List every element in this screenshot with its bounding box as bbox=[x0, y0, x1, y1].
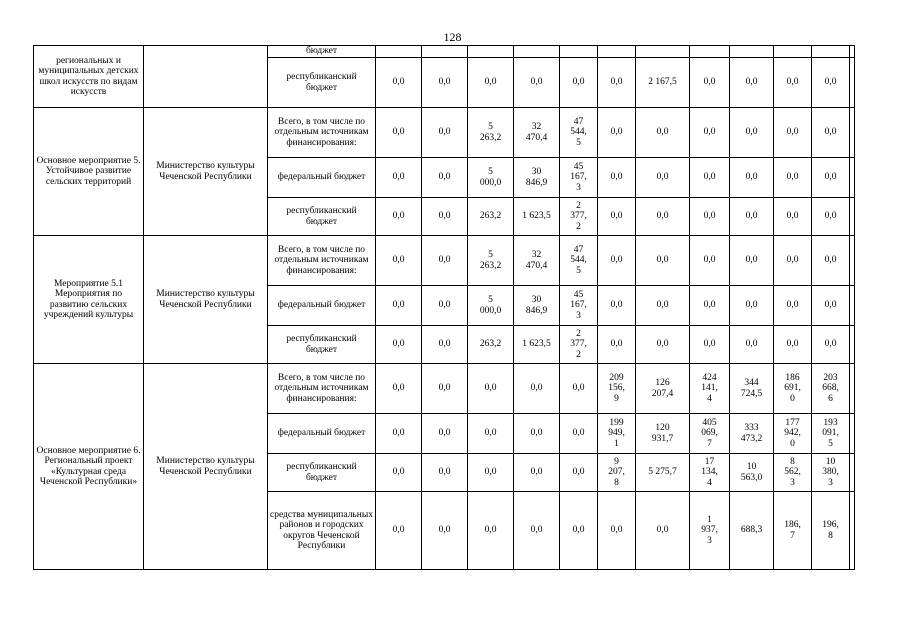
value-cell: 0,0 bbox=[812, 58, 850, 108]
value-cell bbox=[598, 46, 636, 58]
value-cell: 17 134, 4 bbox=[690, 454, 730, 492]
value-cell: 0,0 bbox=[376, 454, 422, 492]
value-cell bbox=[850, 58, 855, 108]
value-cell: 47 544, 5 bbox=[560, 108, 598, 158]
value-cell: 0,0 bbox=[636, 198, 690, 236]
value-cell: 5 275,7 bbox=[636, 454, 690, 492]
value-cell: 0,0 bbox=[812, 286, 850, 326]
value-cell bbox=[730, 46, 774, 58]
value-cell: 0,0 bbox=[514, 58, 560, 108]
value-cell bbox=[850, 492, 855, 570]
value-cell: 186 691, 0 bbox=[774, 364, 812, 414]
value-cell: 0,0 bbox=[636, 108, 690, 158]
value-cell: 0,0 bbox=[730, 158, 774, 198]
value-cell bbox=[850, 364, 855, 414]
value-cell bbox=[850, 46, 855, 58]
value-cell: 0,0 bbox=[376, 326, 422, 364]
value-cell: 10 563,0 bbox=[730, 454, 774, 492]
value-cell: 0,0 bbox=[468, 454, 514, 492]
funding-source: средства муниципальных районов и городских округов Чеченской Республики bbox=[268, 492, 376, 570]
value-cell: 0,0 bbox=[468, 414, 514, 454]
value-cell: 5 263,2 bbox=[468, 108, 514, 158]
value-cell: 0,0 bbox=[376, 286, 422, 326]
value-cell: 199 949, 1 bbox=[598, 414, 636, 454]
value-cell: 0,0 bbox=[598, 326, 636, 364]
value-cell: 203 668, 6 bbox=[812, 364, 850, 414]
value-cell bbox=[376, 46, 422, 58]
measure-name: Мероприятие 5.1 Мероприятия по развитию сельских учреждений культуры bbox=[34, 236, 144, 364]
value-cell: 45 167, 3 bbox=[560, 286, 598, 326]
value-cell: 0,0 bbox=[812, 326, 850, 364]
value-cell: 0,0 bbox=[422, 454, 468, 492]
value-cell: 0,0 bbox=[690, 198, 730, 236]
funding-source: Всего, в том числе по отдельным источникам финансирования: bbox=[268, 236, 376, 286]
value-cell: 120 931,7 bbox=[636, 414, 690, 454]
funding-source: республиканский бюджет bbox=[268, 198, 376, 236]
budget-table bbox=[33, 45, 855, 570]
value-cell: 1 623,5 bbox=[514, 198, 560, 236]
value-cell: 0,0 bbox=[598, 58, 636, 108]
value-cell: 0,0 bbox=[468, 364, 514, 414]
value-cell bbox=[514, 46, 560, 58]
value-cell: 0,0 bbox=[812, 108, 850, 158]
value-cell: 0,0 bbox=[422, 286, 468, 326]
funding-source: республиканский бюджет bbox=[268, 58, 376, 108]
value-cell: 0,0 bbox=[468, 58, 514, 108]
value-cell: 0,0 bbox=[730, 236, 774, 286]
value-cell bbox=[850, 236, 855, 286]
value-cell: 405 069, 7 bbox=[690, 414, 730, 454]
value-cell: 1 937, 3 bbox=[690, 492, 730, 570]
value-cell: 0,0 bbox=[514, 454, 560, 492]
value-cell: 47 544, 5 bbox=[560, 236, 598, 286]
value-cell: 177 942, 0 bbox=[774, 414, 812, 454]
value-cell bbox=[422, 46, 468, 58]
value-cell bbox=[560, 46, 598, 58]
table-row bbox=[34, 46, 855, 58]
value-cell: 0,0 bbox=[774, 58, 812, 108]
value-cell: 0,0 bbox=[422, 364, 468, 414]
value-cell: 263,2 bbox=[468, 326, 514, 364]
value-cell: 0,0 bbox=[598, 286, 636, 326]
value-cell: 0,0 bbox=[376, 414, 422, 454]
value-cell: 0,0 bbox=[468, 492, 514, 570]
value-cell: 0,0 bbox=[730, 326, 774, 364]
value-cell: 0,0 bbox=[730, 108, 774, 158]
value-cell: 0,0 bbox=[560, 364, 598, 414]
value-cell: 32 470,4 bbox=[514, 108, 560, 158]
value-cell: 8 562, 3 bbox=[774, 454, 812, 492]
value-cell: 30 846,9 bbox=[514, 286, 560, 326]
funding-source: федеральный бюджет bbox=[268, 158, 376, 198]
value-cell: 0,0 bbox=[690, 326, 730, 364]
value-cell: 193 091, 5 bbox=[812, 414, 850, 454]
value-cell: 0,0 bbox=[376, 236, 422, 286]
value-cell: 0,0 bbox=[598, 492, 636, 570]
measure-name: Основное мероприятие 5. Устойчивое развитие сельских территорий bbox=[34, 108, 144, 236]
value-cell: 0,0 bbox=[774, 326, 812, 364]
value-cell bbox=[850, 158, 855, 198]
value-cell: 186, 7 bbox=[774, 492, 812, 570]
value-cell: 0,0 bbox=[690, 286, 730, 326]
value-cell: 5 263,2 bbox=[468, 236, 514, 286]
value-cell: 0,0 bbox=[774, 198, 812, 236]
value-cell: 1 623,5 bbox=[514, 326, 560, 364]
value-cell: 2 167,5 bbox=[636, 58, 690, 108]
value-cell: 32 470,4 bbox=[514, 236, 560, 286]
value-cell: 10 380, 3 bbox=[812, 454, 850, 492]
value-cell bbox=[850, 108, 855, 158]
value-cell: 0,0 bbox=[730, 58, 774, 108]
value-cell: 0,0 bbox=[774, 236, 812, 286]
value-cell: 0,0 bbox=[730, 198, 774, 236]
value-cell: 0,0 bbox=[422, 236, 468, 286]
value-cell: 45 167, 3 bbox=[560, 158, 598, 198]
value-cell: 0,0 bbox=[560, 492, 598, 570]
value-cell: 5 000,0 bbox=[468, 158, 514, 198]
value-cell: 0,0 bbox=[774, 108, 812, 158]
value-cell: 0,0 bbox=[812, 198, 850, 236]
value-cell: 209 156, 9 bbox=[598, 364, 636, 414]
value-cell bbox=[850, 326, 855, 364]
value-cell: 0,0 bbox=[422, 58, 468, 108]
measure-name: Основное мероприятие 6. Региональный проект «Культурная среда Чеченской Республики» bbox=[34, 364, 144, 570]
value-cell: 0,0 bbox=[514, 364, 560, 414]
value-cell bbox=[636, 46, 690, 58]
value-cell: 333 473,2 bbox=[730, 414, 774, 454]
value-cell: 0,0 bbox=[598, 158, 636, 198]
funding-source: республиканский бюджет bbox=[268, 326, 376, 364]
value-cell: 2 377, 2 bbox=[560, 198, 598, 236]
value-cell: 0,0 bbox=[636, 236, 690, 286]
value-cell: 0,0 bbox=[376, 158, 422, 198]
value-cell: 0,0 bbox=[690, 236, 730, 286]
value-cell: 126 207,4 bbox=[636, 364, 690, 414]
value-cell: 0,0 bbox=[376, 58, 422, 108]
value-cell: 0,0 bbox=[376, 492, 422, 570]
value-cell: 0,0 bbox=[560, 414, 598, 454]
value-cell: 0,0 bbox=[422, 108, 468, 158]
value-cell: 0,0 bbox=[376, 198, 422, 236]
funding-source: федеральный бюджет bbox=[268, 414, 376, 454]
measure-name: региональных и муниципальных детских школ искусств по видам искусств bbox=[34, 46, 144, 108]
funding-source: республиканский бюджет bbox=[268, 454, 376, 492]
value-cell: 0,0 bbox=[598, 236, 636, 286]
value-cell bbox=[850, 454, 855, 492]
value-cell: 0,0 bbox=[812, 158, 850, 198]
value-cell: 0,0 bbox=[636, 326, 690, 364]
value-cell: 688,3 bbox=[730, 492, 774, 570]
value-cell: 0,0 bbox=[422, 492, 468, 570]
value-cell: 0,0 bbox=[730, 286, 774, 326]
value-cell: 2 377, 2 bbox=[560, 326, 598, 364]
value-cell: 5 000,0 bbox=[468, 286, 514, 326]
value-cell: 0,0 bbox=[514, 492, 560, 570]
value-cell: 0,0 bbox=[422, 414, 468, 454]
page-number: 128 bbox=[443, 30, 462, 44]
value-cell: 0,0 bbox=[560, 58, 598, 108]
value-cell: 0,0 bbox=[690, 58, 730, 108]
value-cell: 0,0 bbox=[774, 158, 812, 198]
funding-source: федеральный бюджет bbox=[268, 286, 376, 326]
executor-cell: Министерство культуры Чеченской Республики bbox=[144, 364, 268, 570]
funding-source: Всего, в том числе по отдельным источникам финансирования: bbox=[268, 364, 376, 414]
value-cell: 0,0 bbox=[636, 286, 690, 326]
value-cell: 0,0 bbox=[422, 198, 468, 236]
value-cell: 0,0 bbox=[376, 364, 422, 414]
value-cell: 0,0 bbox=[636, 492, 690, 570]
value-cell bbox=[774, 46, 812, 58]
value-cell: 0,0 bbox=[514, 414, 560, 454]
value-cell bbox=[850, 414, 855, 454]
value-cell: 0,0 bbox=[598, 198, 636, 236]
value-cell: 0,0 bbox=[560, 454, 598, 492]
value-cell: 30 846,9 bbox=[514, 158, 560, 198]
value-cell: 0,0 bbox=[598, 108, 636, 158]
value-cell: 263,2 bbox=[468, 198, 514, 236]
table-row bbox=[34, 236, 855, 286]
value-cell: 9 207, 8 bbox=[598, 454, 636, 492]
value-cell: 0,0 bbox=[774, 286, 812, 326]
funding-source: Всего, в том числе по отдельным источникам финансирования: bbox=[268, 108, 376, 158]
value-cell bbox=[850, 198, 855, 236]
table-row bbox=[34, 364, 855, 414]
executor-cell bbox=[144, 46, 268, 108]
value-cell: 424 141, 4 bbox=[690, 364, 730, 414]
value-cell bbox=[812, 46, 850, 58]
executor-cell: Министерство культуры Чеченской Республики bbox=[144, 108, 268, 236]
value-cell bbox=[850, 286, 855, 326]
value-cell: 0,0 bbox=[690, 158, 730, 198]
value-cell: 196, 8 bbox=[812, 492, 850, 570]
value-cell: 0,0 bbox=[636, 158, 690, 198]
value-cell bbox=[690, 46, 730, 58]
value-cell: 0,0 bbox=[376, 108, 422, 158]
value-cell: 0,0 bbox=[422, 158, 468, 198]
funding-source: бюджет bbox=[268, 46, 376, 58]
value-cell: 0,0 bbox=[422, 326, 468, 364]
table-row bbox=[34, 108, 855, 158]
value-cell: 0,0 bbox=[812, 236, 850, 286]
executor-cell: Министерство культуры Чеченской Республики bbox=[144, 236, 268, 364]
value-cell: 0,0 bbox=[690, 108, 730, 158]
value-cell bbox=[468, 46, 514, 58]
value-cell: 344 724,5 bbox=[730, 364, 774, 414]
